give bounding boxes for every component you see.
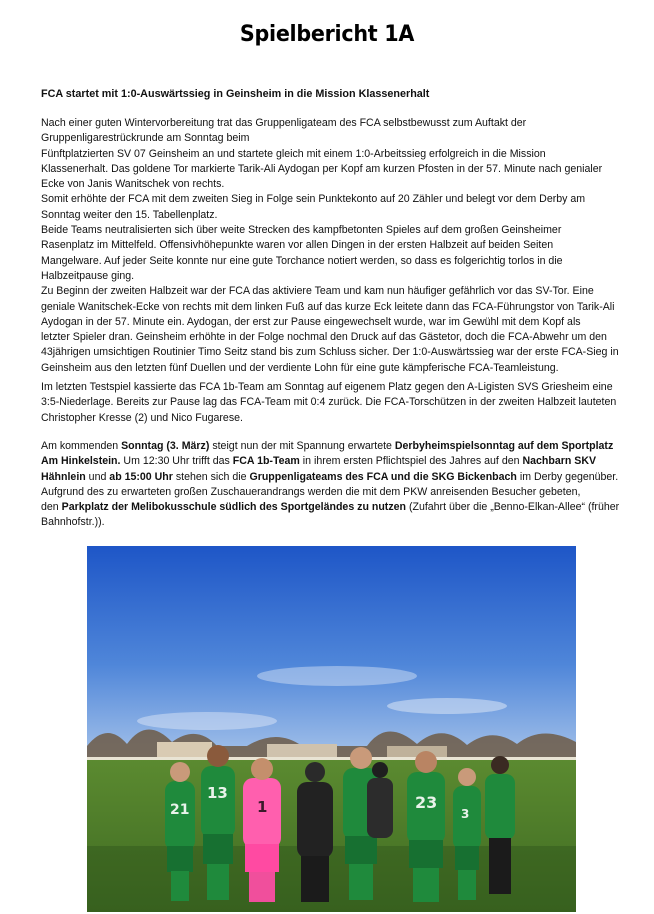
player-legs — [413, 868, 439, 902]
coach-legs — [301, 856, 329, 902]
text-line: Gruppenligarestrückrunde am Sonntag beim — [41, 132, 250, 145]
staff — [367, 778, 393, 838]
text-run: stehen sich die — [172, 470, 250, 483]
player-legs — [489, 838, 511, 894]
paragraph-derby-announcement — [41, 439, 621, 531]
goalkeeper-shorts — [245, 844, 279, 872]
bold-run: Am Hinkelstein. — [41, 455, 121, 468]
text-line: Mangelware. Auf jeder Seite konnte nur eine gute Torchance notiert werden, so dass es folgerichtig torlos in die — [41, 254, 563, 267]
text-line: Sonntag weiter den 15. Tabellenplatz. — [41, 208, 218, 221]
player-shorts — [345, 836, 377, 864]
paragraph-test-match — [41, 380, 621, 426]
player-shorts — [455, 846, 479, 870]
player-head — [170, 762, 190, 782]
team-photo — [87, 546, 576, 912]
player — [201, 766, 235, 838]
text-run: in ihrem ersten Pflichtspiel des Jahres auf den — [299, 455, 523, 468]
text-line: Zu Beginn der zweiten Halbzeit war der FCA das aktiviere Team und kam nun häufiger gefährlich vor das SV-Tor. Eine — [41, 285, 594, 298]
player-head — [415, 751, 437, 773]
player-head — [491, 756, 509, 774]
player-shorts — [203, 834, 233, 864]
text-line: Christopher Kresse (2) und Nico Fugarese. — [41, 411, 243, 424]
text-line: Bahnhofstr.)). — [41, 516, 105, 529]
text-run: (Zufahrt über die „Benno-Elkan-Allee“ (früher — [406, 501, 620, 514]
building — [157, 742, 212, 758]
text-line: Geinsheim aus den letzten fünf Duellen und der verdiente Lohn für eine gute kämpferische FCA-Teamleistung. — [41, 361, 559, 374]
text-run: und — [85, 470, 110, 483]
text-line — [41, 500, 621, 515]
text-line: Beide Teams neutralisierten sich über weite Strecken des kampfbetonten Spieles auf dem großen Geinsheimer — [41, 224, 562, 237]
bold-run: Parkplatz der Melibokusschule südlich des Sportgeländes zu nutzen — [61, 501, 406, 514]
player-head — [458, 768, 476, 786]
jersey-number: 13 — [207, 784, 228, 802]
cloud — [387, 698, 507, 714]
bold-run: FCA 1b-Team — [232, 455, 300, 468]
player-head — [372, 762, 388, 778]
text-line — [41, 439, 621, 454]
goalkeeper-legs — [249, 872, 275, 902]
article-subtitle: FCA startet mit 1:0-Auswärtssieg in Geinsheim in die Mission Klassenerhalt — [41, 88, 430, 100]
player-head — [251, 758, 273, 780]
building — [267, 744, 337, 758]
text-line: Halbzeitpause ging. — [41, 269, 135, 282]
team-huddle-image — [87, 546, 576, 912]
text-run: im Derby gegenüber. — [516, 470, 619, 483]
player-legs — [349, 864, 373, 900]
jersey-number: 23 — [415, 793, 438, 812]
bold-run: Hähnlein — [41, 470, 86, 483]
player-shorts — [409, 840, 443, 868]
player-legs — [207, 864, 229, 900]
text-line: Fünftplatzierten SV 07 Geinsheim an und startete gleich mit einem 1:0-Arbeitssieg erfolgreich in die Mission — [41, 147, 546, 160]
cloud — [257, 666, 417, 686]
player-head — [305, 762, 325, 782]
text-line — [41, 454, 621, 469]
text-line: Somit erhöhte der FCA mit dem zweiten Sieg in Folge sein Punktekonto auf 20 Zähler und belegt vor dem Derby am — [41, 193, 586, 206]
player-legs — [458, 870, 476, 900]
cloud — [137, 712, 277, 730]
jersey-number: 21 — [170, 802, 190, 818]
text-run: Um 12:30 Uhr trifft das — [120, 455, 233, 468]
text-line: 43jährigen umsichtigen Routinier Timo Seitz stand bis zum Schluss sicher. Der 1:0-Auswärtssieg war der erste FCA-Sieg in — [41, 346, 619, 359]
player-head — [350, 747, 372, 769]
text-line: Nach einer guten Wintervorbereitung trat das Gruppenligateam des FCA selbstbewusst zum Auftakt der — [41, 117, 527, 129]
bold-run: Gruppenligateams des FCA und die SKG Bickenbach — [249, 470, 517, 483]
text-line: Ecke von Janis Wanitschek von rechts. — [41, 178, 225, 191]
text-line: Aydogan in der 57. Minute ein. Aydogan, der erst zur Pause eingewechselt wurde, war im Gewühl mit dem Kopf als — [41, 315, 581, 328]
text-line: Im letzten Testspiel kassierte das FCA 1b-Team am Sonntag auf eigenem Platz gegen den A-Ligisten SVS Griesheim eine — [41, 381, 613, 393]
text-line: 3:5-Niederlage. Bereits zur Pause lag das FCA-Team mit 0:4 zurück. Die FCA-Torschützen in der zweiten Halbzeit lauteten — [41, 396, 617, 409]
coach — [297, 782, 333, 858]
text-run: steigt nun der mit Spannung erwartete — [209, 440, 395, 452]
text-line: Rasenplatz im Mittelfeld. Offensivhöhepunkte waren vor allen Dingen in der ersten Halbzeit auf beiden Seiten — [41, 239, 554, 252]
bold-run: ab 15:00 Uhr — [109, 470, 173, 483]
player-legs — [171, 871, 189, 901]
jersey-number: 1 — [257, 798, 268, 816]
text-line: letzter Spieler dran. Geinsheim erhöhte in der Folge nochmal den Druck auf das Gästetor, doch die FCA-Abwehr um den — [41, 331, 607, 344]
text-line: Aufgrund des zu erwarteten großen Zuschauerandrangs werden die mit dem PKW anreisenden Besucher gebeten, — [41, 485, 581, 498]
bold-run: Derbyheimspielsonntag auf dem Sportplatz — [394, 440, 614, 452]
sky — [87, 546, 576, 761]
player — [485, 774, 515, 840]
jersey-number: 3 — [461, 807, 470, 821]
text-run: Am kommenden — [41, 440, 122, 452]
text-line: Klassenerhalt. Das goldene Tor markierte Tarik-Ali Aydogan per Kopf am kurzen Pfosten in der 57. Minute nach genialer — [41, 162, 603, 175]
bold-run: Sonntag (3. März) — [121, 440, 210, 452]
bold-run: Nachbarn SKV — [522, 455, 597, 468]
player-shorts — [167, 846, 193, 872]
page-title: Spielbericht 1A — [239, 22, 415, 47]
player-head — [207, 745, 229, 767]
text-run: den — [41, 501, 62, 514]
text-line: geniale Wanitschek-Ecke von rechts mit dem linken Fuß auf das kurze Eck leitete dann das FCA-Führungstor von Tarik-Ali — [41, 300, 615, 313]
text-line — [41, 470, 621, 485]
paragraph-match-report — [41, 116, 621, 376]
